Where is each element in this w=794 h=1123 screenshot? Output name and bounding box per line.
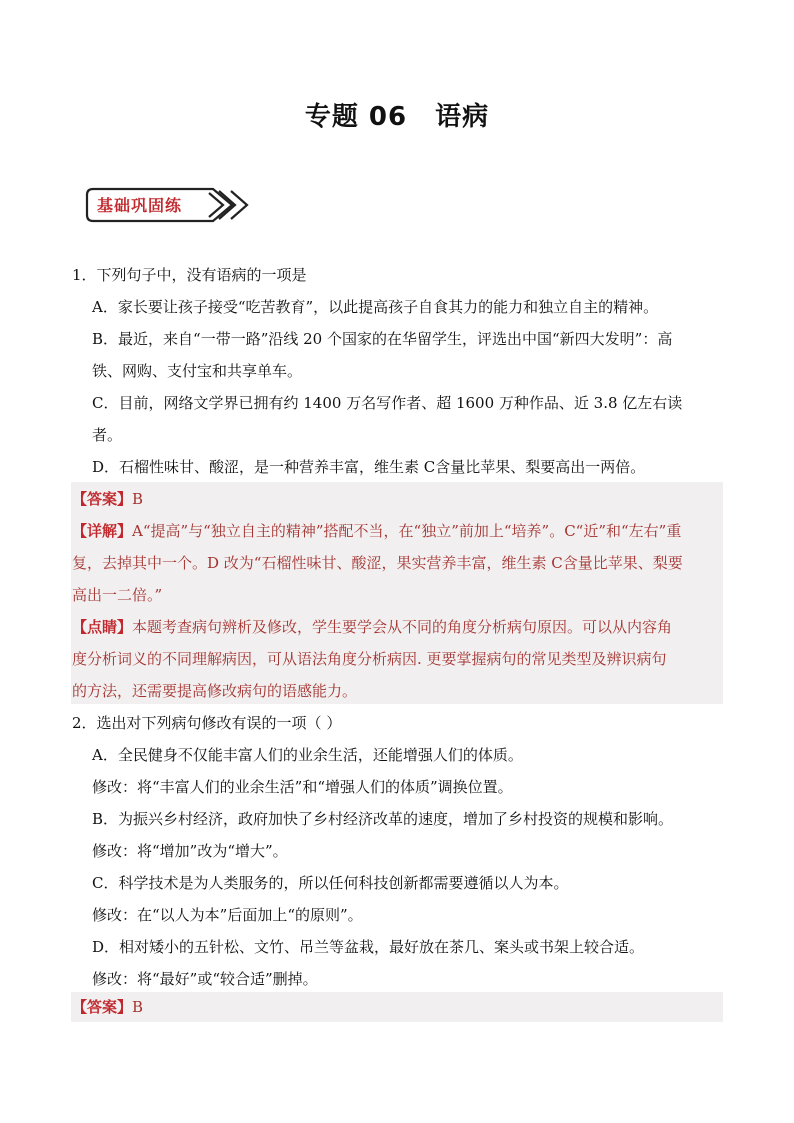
q1-detail-line2: 复，去掉其中一个。D 改为“石榴性味甘、酸涩，果实营养丰富，维生素 C含量比苹果、梨要 [72,554,683,572]
answer-value: B [132,490,144,508]
q1-detail-line1: 【详解】A“提高”与“独立自主的精神”搭配不当，在“独立”前加上“培养”。C“近”和“左右”重 [72,522,682,540]
q1-option-b-line1: B．最近，来自“一带一路”沿线 20 个国家的在华留学生，评选出中国“新四大发明”：高 [92,330,673,348]
q1-tip-line1: 【点睛】本题考查病句辨析及修改，学生要学会从不同的角度分析病句原因。可以从内容角 [72,618,673,636]
q2-fix-b: 修改：将“增加”改为“增大”。 [92,842,288,860]
q2-explanation-box [71,992,723,1022]
q1-tip-line3: 的方法，还需要提高修改病句的语感能力。 [72,682,358,700]
q1-option-b-line2: 铁、网购、支付宝和共享单车。 [92,362,303,380]
badge-label: 基础巩固练 [97,196,183,215]
q2-fix-d: 修改：将“最好”或“较合适”删掉。 [92,970,318,988]
q1-answer [72,488,143,510]
q1-detail-line3: 高出一二倍。” [72,586,163,604]
q1-option-c-line2: 者。 [92,426,123,444]
question-1-stem: 1．下列句子中，没有语病的一项是 [72,266,307,284]
detail-tag: 【详解】 [72,522,133,540]
answer-value: B [132,998,144,1016]
answer-tag: 【答案】 [72,490,133,508]
q1-explanation-box [71,482,723,704]
page-title-topic: 语病 [435,102,490,132]
q2-option-d: D．相对矮小的五针松、文竹、吊兰等盆栽，最好放在茶几、案头或书架上较合适。 [92,938,645,956]
q2-fix-a: 修改：将“丰富人们的业余生活”和“增强人们的体质”调换位置。 [92,778,513,796]
question-2-stem: 2．选出对下列病句修改有误的一项（ ） [72,714,342,732]
q2-answer [72,996,143,1018]
q2-option-c: C．科学技术是为人类服务的，所以任何科技创新都需要遵循以人为本。 [92,874,569,892]
q1-option-c-line1: C．目前，网络文学界已拥有约 1400 万名写作者、超 1600 万种作品、近 3.8 亿左右读 [92,394,683,412]
page-title-number: 专题 06 [304,102,408,132]
q1-option-d: D．石榴性味甘、酸涩，是一种营养丰富，维生素 C含量比苹果、梨要高出一两倍。 [92,458,646,476]
answer-tag: 【答案】 [72,998,133,1016]
q1-tip-line2: 度分析词义的不同理解病因，可从语法角度分析病因. 更要掌握病句的常见类型及辨识病句 [72,650,667,668]
tip-tag: 【点睛】 [72,618,133,636]
q2-fix-c: 修改：在“以人为本”后面加上“的原则”。 [92,906,363,924]
q2-option-a: A．全民健身不仅能丰富人们的业余生活，还能增强人们的体质。 [92,746,523,764]
section-badge [83,182,258,228]
q2-option-b: B．为振兴乡村经济，政府加快了乡村经济改革的速度，增加了乡村投资的规模和影响。 [92,810,674,828]
q1-option-a: A．家长要让孩子接受“吃苦教育”，以此提高孩子自食其力的能力和独立自主的精神。 [92,298,659,316]
page-title [0,96,794,133]
